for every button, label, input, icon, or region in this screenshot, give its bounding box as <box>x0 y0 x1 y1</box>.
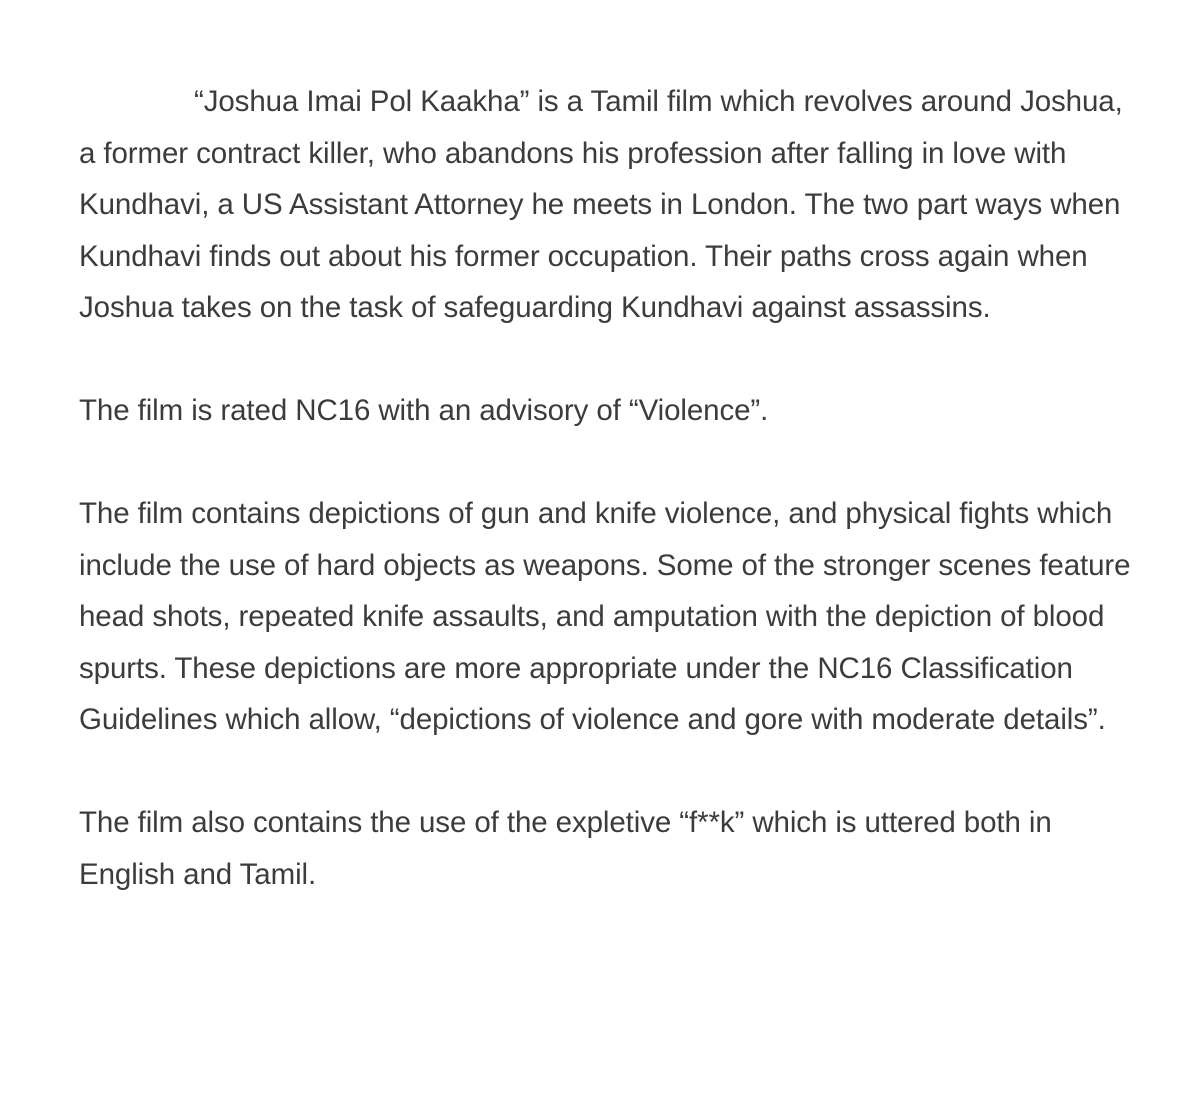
document-body <box>79 76 1139 900</box>
synopsis-paragraph: “Joshua Imai Pol Kaakha” is a Tamil film which revolves around Joshua, a former contract killer, who abandons his profession after falling in love with Kundhavi, a US Assistant Attorney he meets in London. The two part ways when Kundhavi finds out about his former occupation. Their paths cross again when Joshua takes on the task of safeguarding Kundhavi against assassins. <box>79 85 1123 324</box>
language-paragraph: The film also contains the use of the expletive “f**k” which is uttered both in English and Tamil. <box>79 806 1052 891</box>
rating-paragraph: The film is rated NC16 with an advisory of “Violence”. <box>79 394 769 427</box>
violence-paragraph: The film contains depictions of gun and knife violence, and physical fights which include the use of hard objects as weapons. Some of the stronger scenes feature head shots, repeated knife assaults, and amputation with the depiction of blood spurts. These depictions are more appropriate under the NC16 Classification Guidelines which allow, “depictions of violence and gore with moderate details”. <box>79 497 1131 736</box>
